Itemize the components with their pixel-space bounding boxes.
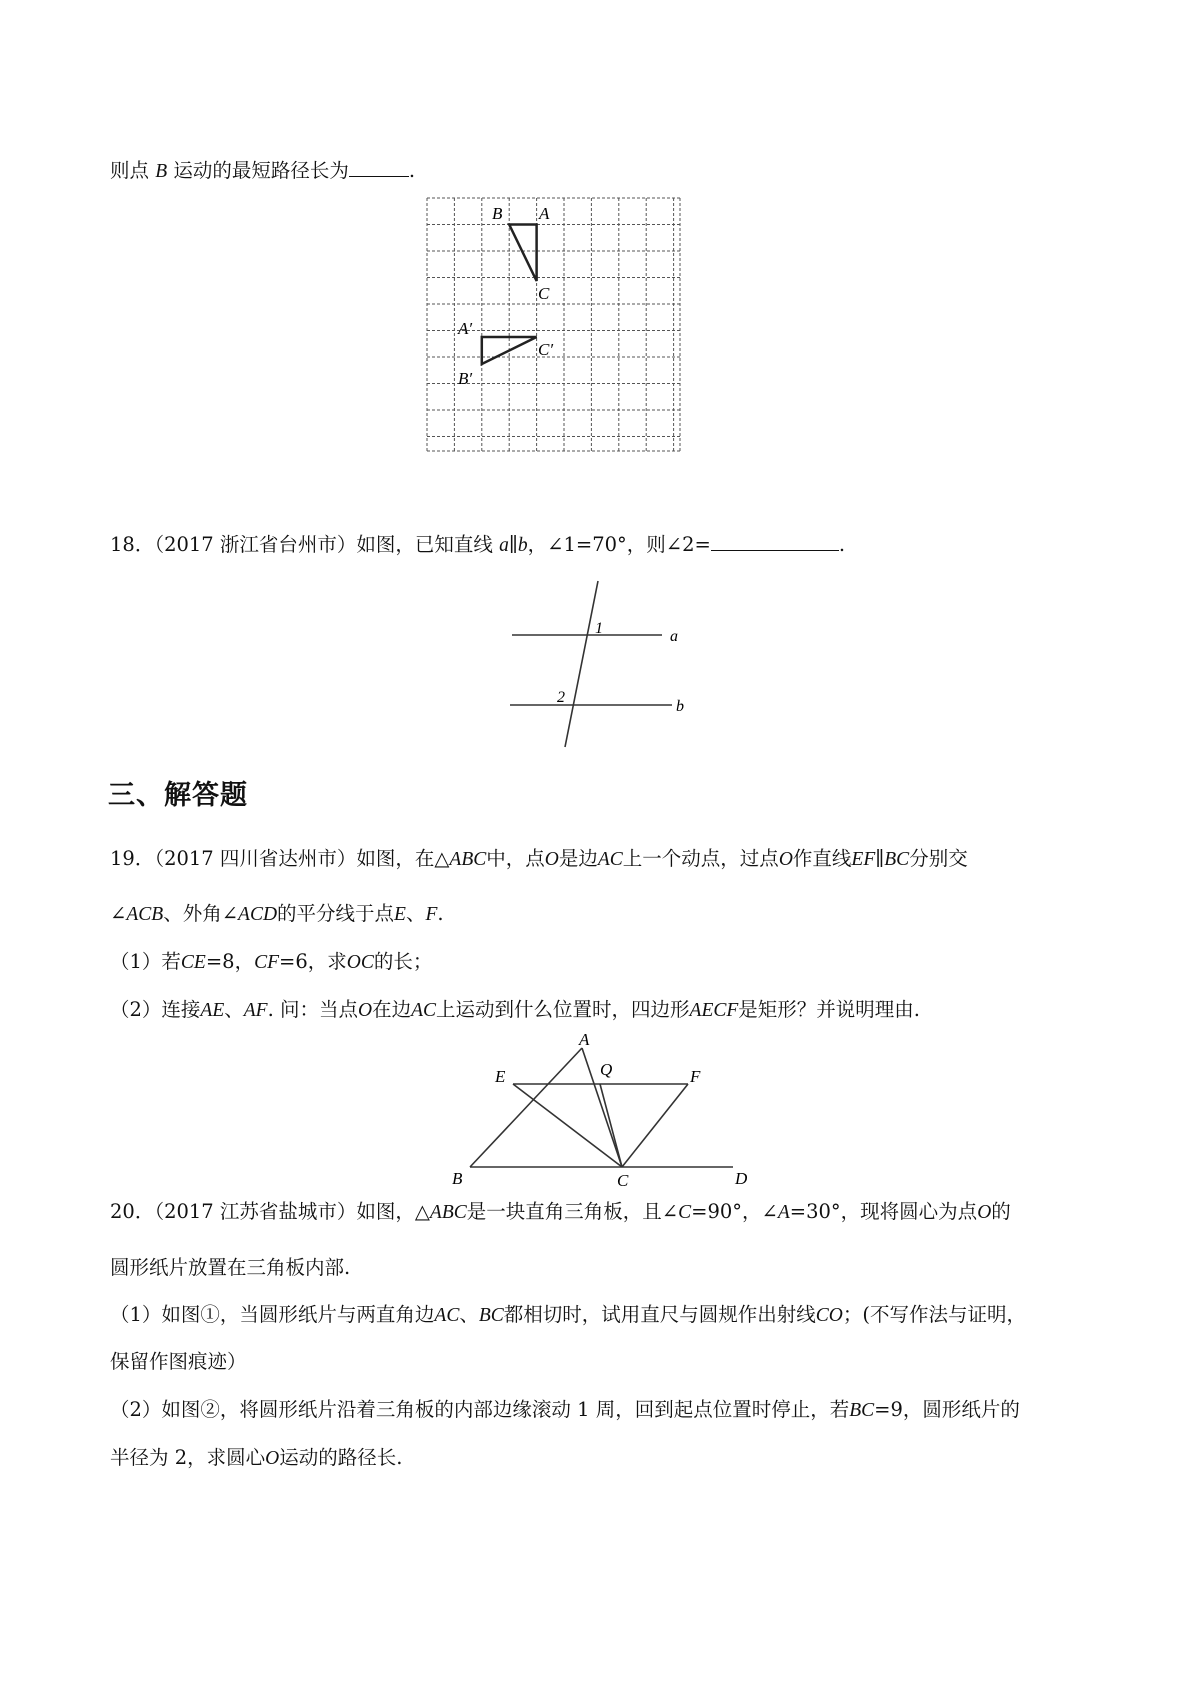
section-title: 三、解答题 (108, 780, 248, 811)
text: 中，点 (486, 847, 545, 870)
segment-ec (513, 1084, 622, 1167)
var: O (778, 849, 793, 870)
text: 分别交 (909, 847, 968, 870)
question-19-part1 (110, 948, 432, 977)
label-d: D (735, 1169, 748, 1188)
text: 是边 (558, 847, 598, 870)
var: CO (815, 1305, 843, 1326)
question-20-part1-line2: 保留作图痕迹） (110, 1350, 247, 1373)
angle-2-label: 2 (557, 689, 565, 706)
text: 则点 (110, 159, 150, 182)
text: 是矩形？并说明理由. (738, 998, 920, 1021)
var: A (777, 1202, 790, 1223)
label-c-prime: C′ (538, 340, 554, 359)
label-a-prime: A′ (458, 319, 473, 338)
question-20-line1 (110, 1198, 1011, 1227)
text: 、 (405, 902, 426, 925)
text: 的平分线于点 (277, 902, 395, 925)
text: （2）连接 (110, 998, 201, 1021)
triangle-parallel-figure (450, 1030, 760, 1190)
question-19-part2 (110, 996, 920, 1025)
text: （2）如图②，将圆形纸片沿着三角板的内部边缘滚动 1 周，回到起点位置时停止，若 (110, 1398, 850, 1421)
var: EF (851, 849, 876, 870)
answer-blank[interactable] (711, 530, 839, 551)
var: AE (200, 1000, 225, 1021)
question-source: （2017 四川省达州市） (154, 847, 357, 870)
point-label: B (155, 161, 168, 182)
var: BC (478, 1305, 504, 1326)
label-a: A (539, 204, 550, 223)
question-number: 20． (110, 1200, 155, 1223)
var: E (394, 904, 406, 925)
label-e: E (495, 1067, 506, 1086)
text: 、 (459, 1303, 479, 1326)
triangle-abc (509, 225, 536, 282)
text: 都相切时，试用直尺与圆规作出射线 (503, 1303, 816, 1326)
text: ，∠1=70°，则∠2= (527, 533, 711, 556)
var: b (517, 535, 528, 556)
text: =90°，∠ (691, 1200, 778, 1223)
label-b: B (452, 1169, 463, 1188)
segment-fc (622, 1084, 688, 1167)
text: ；(不写作法与证明， (842, 1303, 1026, 1326)
text: 是一块直角三角板，且∠ (466, 1200, 679, 1223)
var: O (977, 1202, 992, 1223)
var: AC (411, 1000, 437, 1021)
question-20-line2: 圆形纸片放置在三角板内部. (110, 1256, 351, 1279)
label-b-prime: B′ (458, 369, 473, 388)
text: 的 (991, 1200, 1011, 1223)
text: . (838, 533, 846, 556)
parallel-lines-figure (500, 578, 700, 750)
question-18 (110, 530, 845, 560)
var: CE (180, 952, 206, 973)
segment-qc (600, 1084, 622, 1167)
text: （1）如图①，当圆形纸片与两直角边 (110, 1303, 435, 1326)
var: O (265, 1448, 280, 1469)
text: 运动的最短路径长为 (173, 159, 349, 182)
text: . 问：当点 (267, 998, 358, 1021)
var: OC (346, 952, 374, 973)
text: （1）若 (110, 950, 181, 973)
text: 、外角∠ (163, 902, 239, 925)
text: 、 (224, 998, 244, 1021)
var: AF (243, 1000, 268, 1021)
var: F (425, 904, 438, 925)
question-20-part1 (110, 1301, 1026, 1330)
line-a-label: a (670, 628, 678, 645)
var: ABC (429, 1202, 467, 1223)
var: O (358, 1000, 373, 1021)
line-b-label: b (676, 698, 684, 715)
text: 如图，已知直线 (356, 533, 493, 556)
q17-tail (110, 156, 415, 186)
symbol: ∥ (875, 847, 885, 870)
var: ACD (238, 904, 278, 925)
text: =8， (205, 950, 255, 973)
text: =30°，现将圆心为点 (789, 1200, 978, 1223)
label-b: B (492, 204, 503, 223)
symbol: ∥ (508, 533, 518, 556)
var: CF (254, 952, 280, 973)
var: BC (884, 849, 910, 870)
grid-figure (420, 195, 690, 459)
label-q: Q (600, 1060, 613, 1079)
question-source: （2017 江苏省盐城市） (154, 1200, 357, 1223)
label-a: A (579, 1030, 590, 1049)
var: ABC (449, 849, 487, 870)
text: =9，圆形纸片的 (874, 1398, 1020, 1421)
var: AC (434, 1305, 460, 1326)
transversal (565, 581, 598, 747)
text: ∠ (110, 902, 127, 925)
var: O (544, 849, 559, 870)
question-19-line1 (110, 845, 968, 874)
text: 如图，△ (356, 1200, 430, 1223)
text: 的长； (373, 950, 433, 973)
text: 上一个动点，过点 (622, 847, 779, 870)
var: C (678, 1202, 692, 1223)
text: 半径为 2，求圆心 (110, 1446, 266, 1469)
text: . (408, 159, 416, 182)
var: AC (597, 849, 623, 870)
var: a (499, 535, 509, 556)
question-number: 19． (110, 847, 155, 870)
answer-blank[interactable] (349, 156, 409, 177)
question-20-part2 (110, 1396, 1020, 1425)
text: . (437, 902, 444, 925)
question-number: 18． (110, 533, 155, 556)
label-c: C (617, 1171, 629, 1190)
question-20-part2-line2 (110, 1444, 402, 1473)
var: AECF (689, 1000, 739, 1021)
text: 在边 (372, 998, 412, 1021)
text: 上运动到什么位置时，四边形 (436, 998, 690, 1021)
label-c: C (538, 284, 550, 303)
angle-1-label: 1 (595, 620, 603, 637)
var: ACB (126, 904, 164, 925)
question-19-line2 (110, 900, 444, 929)
question-source: （2017 浙江省台州市） (154, 533, 357, 556)
label-f: F (690, 1067, 701, 1086)
text: 作直线 (792, 847, 852, 870)
segment-ab (470, 1048, 582, 1167)
text: =6，求 (279, 950, 347, 973)
var: BC (849, 1400, 875, 1421)
text: 如图，在△ (356, 847, 450, 870)
text: 运动的路径长. (279, 1446, 403, 1469)
